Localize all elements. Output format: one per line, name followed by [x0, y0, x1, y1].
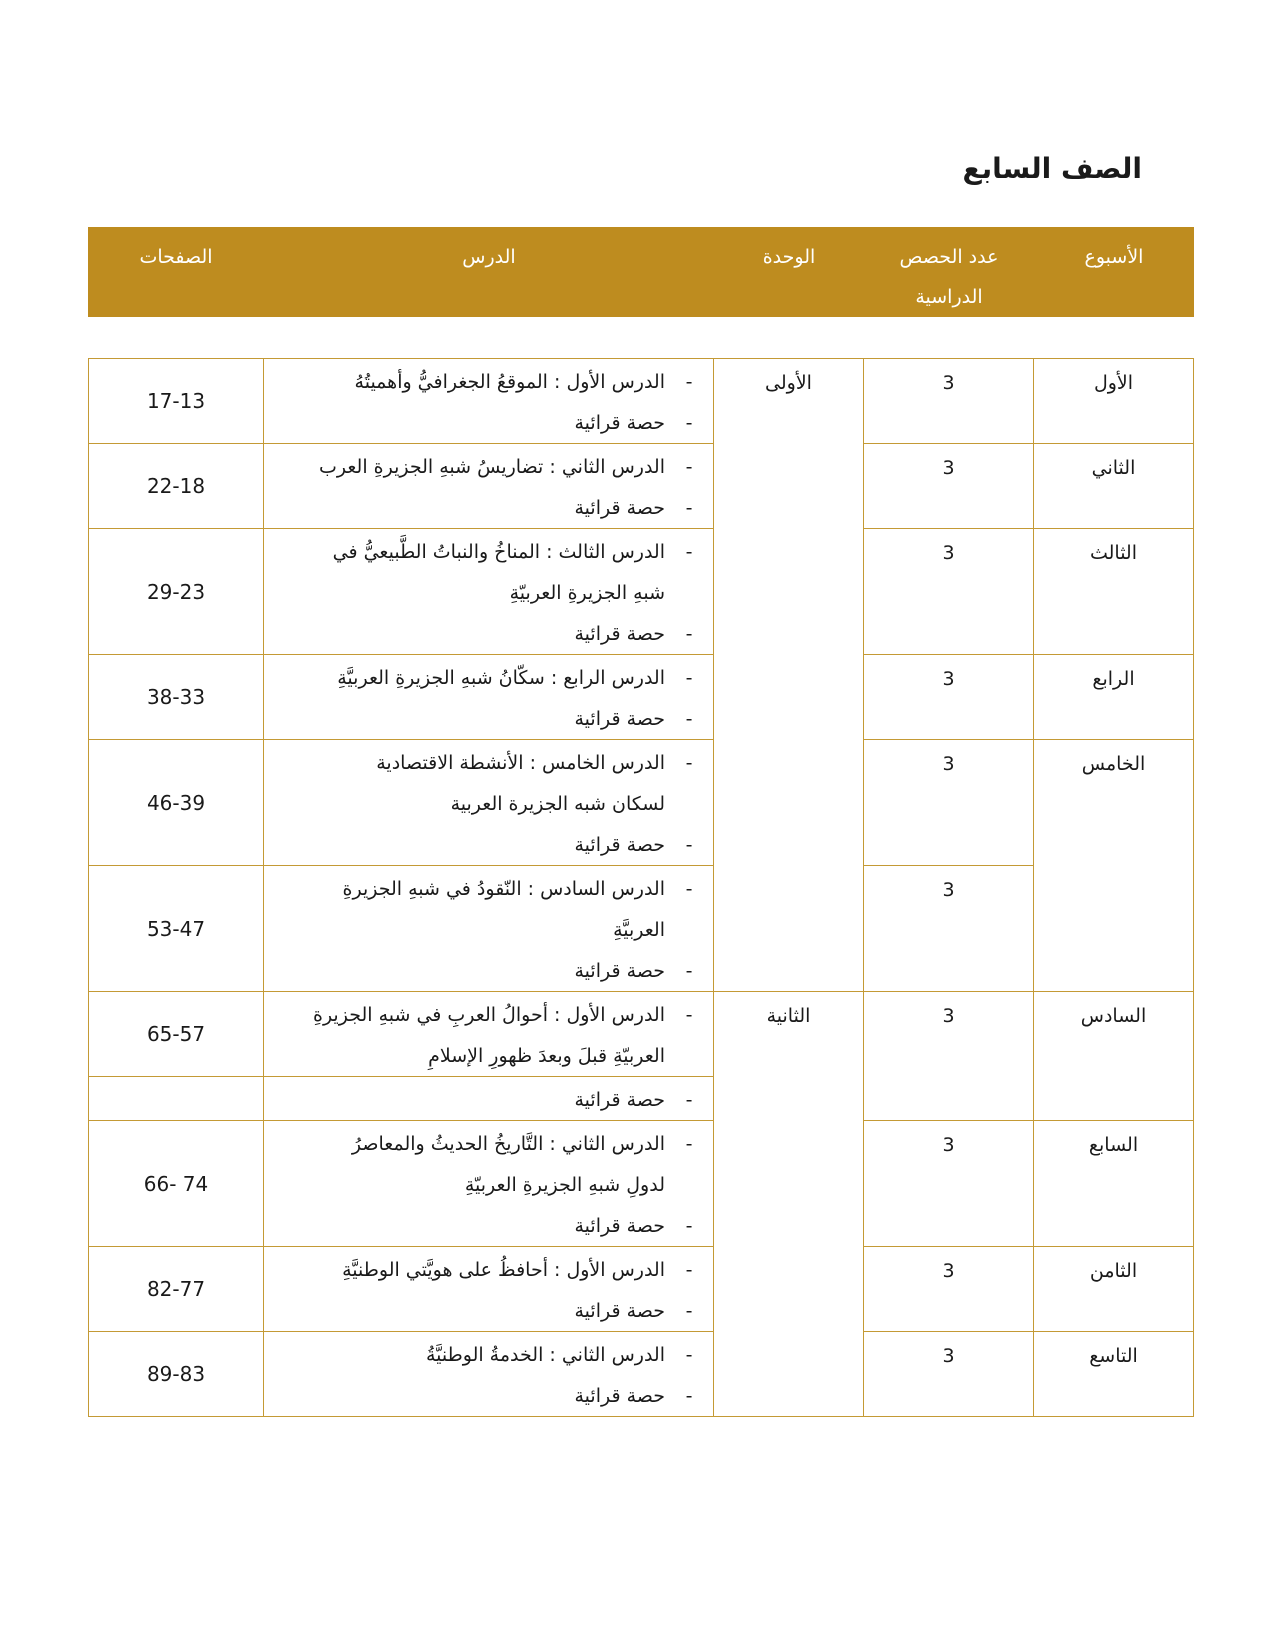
table-row	[89, 992, 1194, 1077]
lesson-title: الدرس الثالث : المناخُ والنباتُ الطَّبيعيُّ في	[332, 540, 665, 563]
lesson-title-cont: العربيَّةِ	[613, 918, 665, 941]
pages-cell: 65-57	[89, 992, 264, 1077]
page-title: الصف السابع	[962, 152, 1142, 185]
lesson-title: الدرس الخامس : الأنشطة الاقتصادية	[376, 751, 665, 774]
table-row	[89, 655, 1194, 740]
pages-cell: 74 -66	[89, 1121, 264, 1247]
lesson-title-cont: شبهِ الجزيرةِ العربيّةِ	[509, 581, 665, 604]
lesson-cell: - الدرس الثاني : الخدمةُ الوطنيَّةُ - حصة قرائية	[264, 1332, 714, 1417]
week-cell: التاسع	[1034, 1332, 1194, 1417]
lesson-title: الدرس الأول : أحوالُ العربِ في شبهِ الجزيرةِ	[312, 1003, 665, 1026]
week-cell: الخامس	[1034, 740, 1194, 992]
week-cell: الثالث	[1034, 529, 1194, 655]
week-cell: الأول	[1034, 359, 1194, 444]
curriculum-table	[88, 358, 1194, 1417]
reading-session: حصة قرائية	[574, 622, 665, 645]
table-header	[88, 227, 1194, 317]
session-count-cell: 3	[864, 1332, 1034, 1417]
pages-cell: 89-83	[89, 1332, 264, 1417]
reading-session: حصة قرائية	[574, 1088, 665, 1111]
session-count-cell: 3	[864, 1121, 1034, 1247]
table-row	[89, 444, 1194, 529]
session-count-cell: 3	[864, 655, 1034, 740]
lesson-title-cont: لسكان شبه الجزيرة العربية	[450, 792, 665, 815]
session-count-cell: 3	[864, 1247, 1034, 1332]
lesson-cell: - الدرس السادس : النّقودُ في شبهِ الجزيرةِ العربيَّةِ - حصة قرائية	[264, 866, 714, 992]
pages-cell: 22-18	[89, 444, 264, 529]
reading-session: حصة قرائية	[574, 833, 665, 856]
unit-cell: الأولى	[714, 359, 864, 992]
header-pages: الصفحات	[139, 246, 213, 268]
table-row	[89, 740, 1194, 866]
lesson-title: الدرس الثاني : الخدمةُ الوطنيَّةُ	[425, 1343, 665, 1366]
table-row	[89, 866, 1194, 992]
reading-session: حصة قرائية	[574, 959, 665, 982]
lesson-title: الدرس الأول : أحافظُ على هويَّتي الوطنيَّةِ	[342, 1258, 665, 1281]
header-session-count	[864, 237, 1034, 317]
session-count-cell: 3	[864, 992, 1034, 1121]
lesson-cell: - الدرس الأول : الموقعُ الجغرافيُّ وأهميتُهُ - حصة قرائية	[264, 359, 714, 444]
lesson-title: الدرس الثاني : تضاريسُ شبهِ الجزيرةِ العرب	[319, 455, 665, 478]
lesson-title: الدرس السادس : النّقودُ في شبهِ الجزيرةِ	[342, 877, 665, 900]
pages-cell: 46-39	[89, 740, 264, 866]
lesson-cell: - الدرس الأول : أحافظُ على هويَّتي الوطنيَّةِ - حصة قرائية	[264, 1247, 714, 1332]
table-row	[89, 1332, 1194, 1417]
table-row	[89, 359, 1194, 444]
reading-session: حصة قرائية	[574, 707, 665, 730]
lesson-title: الدرس الأول : الموقعُ الجغرافيُّ وأهميتُهُ	[354, 370, 665, 393]
session-count-cell: 3	[864, 444, 1034, 529]
week-cell: الثاني	[1034, 444, 1194, 529]
header-week: الأسبوع	[1084, 246, 1144, 268]
reading-session: حصة قرائية	[574, 411, 665, 434]
lesson-cell: - الدرس الأول : أحوالُ العربِ في شبهِ الجزيرةِ العربيّةِ قبلَ وبعدَ ظهورِ الإسلامِ	[264, 992, 714, 1077]
table-row	[89, 1121, 1194, 1247]
session-count-cell: 3	[864, 740, 1034, 866]
reading-session: حصة قرائية	[574, 1384, 665, 1407]
lesson-title: الدرس الثاني : التَّاريخُ الحديثُ والمعاصرُ	[351, 1132, 665, 1155]
week-cell: السادس	[1034, 992, 1194, 1121]
reading-session: حصة قرائية	[574, 496, 665, 519]
table-row	[89, 529, 1194, 655]
lesson-cell: - الدرس الخامس : الأنشطة الاقتصادية لسكان شبه الجزيرة العربية - حصة قرائية	[264, 740, 714, 866]
lesson-title-cont: العربيّةِ قبلَ وبعدَ ظهورِ الإسلامِ	[428, 1044, 665, 1067]
header-lesson: الدرس	[462, 246, 516, 268]
header-unit: الوحدة	[762, 246, 816, 268]
pages-cell-empty	[89, 1077, 264, 1121]
session-count-cell: 3	[864, 529, 1034, 655]
lesson-cell: - الدرس الثالث : المناخُ والنباتُ الطَّبيعيُّ في شبهِ الجزيرةِ العربيّةِ - حصة قرائية	[264, 529, 714, 655]
pages-cell: 82-77	[89, 1247, 264, 1332]
reading-session: حصة قرائية	[574, 1214, 665, 1237]
week-cell: السابع	[1034, 1121, 1194, 1247]
session-count-cell: 3	[864, 359, 1034, 444]
lesson-cell: - الدرس الرابع : سكّانُ شبهِ الجزيرةِ العربيَّةِ - حصة قرائية	[264, 655, 714, 740]
table-row	[89, 1247, 1194, 1332]
lesson-cell: - حصة قرائية	[264, 1077, 714, 1121]
lesson-cell: - الدرس الثاني : تضاريسُ شبهِ الجزيرةِ العرب - حصة قرائية	[264, 444, 714, 529]
lesson-cell: - الدرس الثاني : التَّاريخُ الحديثُ والمعاصرُ لدولِ شبهِ الجزيرةِ العربيّةِ - حصة قرائية	[264, 1121, 714, 1247]
pages-cell: 38-33	[89, 655, 264, 740]
header-count-line1: عدد الحصص	[899, 246, 999, 268]
week-cell: الثامن	[1034, 1247, 1194, 1332]
lesson-title-cont: لدولِ شبهِ الجزيرةِ العربيّةِ	[464, 1173, 665, 1196]
unit-cell: الثانية	[714, 992, 864, 1417]
pages-cell: 17-13	[89, 359, 264, 444]
week-cell: الرابع	[1034, 655, 1194, 740]
header-count-line2: الدراسية	[915, 286, 983, 308]
pages-cell: 53-47	[89, 866, 264, 992]
pages-cell: 29-23	[89, 529, 264, 655]
session-count-cell: 3	[864, 866, 1034, 992]
lesson-title: الدرس الرابع : سكّانُ شبهِ الجزيرةِ العربيَّةِ	[337, 666, 665, 689]
reading-session: حصة قرائية	[574, 1299, 665, 1322]
